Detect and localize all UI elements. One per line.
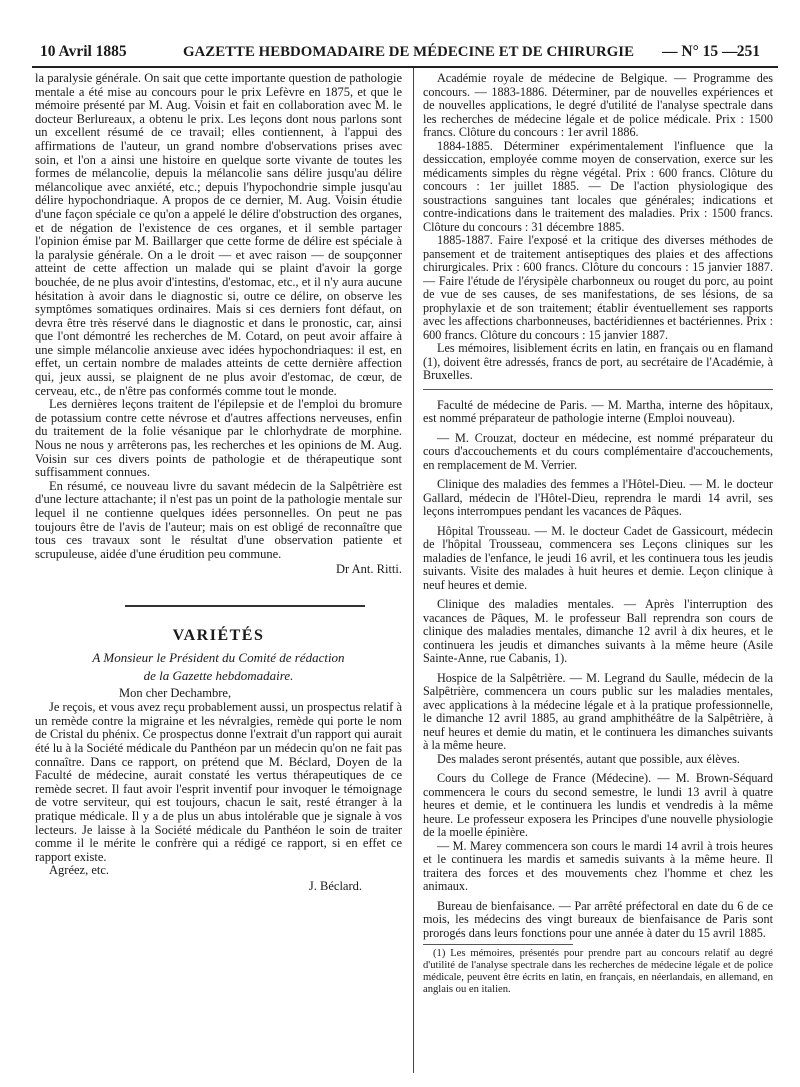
- section-separator: [125, 605, 365, 607]
- news-belgium-1885: 1885-1887. Faire l'exposé et la critique des diverses méthodes de pansement et de traitement antiseptiques des plaies et des affections chirurgicales. Prix : 600 francs. Clôture du concours : 15 janvier 1887. — Faire l'étude de l'érysipèle charbonneux ou rouget du porc, au point de vue de ses causes, de ses manifestations, de ses lésions, de sa prophylaxie et de son traitement; établir éventuellement ses rapports avec les affections charbonneuses, bactéridiennes et bactériennes. Prix : 600 francs. Clôture du concours : 15 janvier 1887.: [423, 233, 773, 342]
- review-paragraph-3: En résumé, ce nouveau livre du savant médecin de la Salpêtrière est d'une lecture attachante; il n'est pas un point de la pathologie mentale sur lequel il ne contienne quelques idées personnelles. On peut ne pas toujours être de l'avis de l'auteur; mais on est obligé de reconnaître que tous ces travaux sont le résultat d'une observation patiente et scrupuleuse, aidée d'une érudition peu commune.: [35, 478, 402, 561]
- letter-body: Je reçois, et vous avez reçu probablement aussi, un prospectus relatif à un remède contre la migraine et les névralgies, remède qui porte le nom de Cristal du phénix. Ce prospectus donne l'extrait d'un rapport qui aurait été lu à la Société médicale du Panthéon par un médecin qu'on ne fait pas connaître. Dans ce rapport, on prétend que M. Béclard, Doyen de la Faculté de médecine, aurait constaté les vertus thérapeutiques de ce remède secret. Il faut avoir l'esprit inventif pour invoquer le témoignage de votre serviteur, qui est toujours, chacun le sait, resté étranger à la pratique médicale. Il y a de plus un abus intolérable que je signale à vos lecteurs. Je laisse à la Société médicale du Panthéon le soin de traiter comme il le mérite le confrère qui a rédigé ce rapport, si en effet ce rapport existe.: [35, 700, 402, 864]
- review-paragraph-2: Les dernières leçons traitent de l'épilepsie et de l'emploi du bromure de potassium contre cette névrose et d'autres affections nerveuses, enfin du traitement de la folie vésanique par le chlorhydrate de morphine. Nous ne nous y arrêterons pas, les recherches et les opinions de M. Aug. Voisin sur ces divers points de pathologie et de thérapeutique sont suffisamment connues.: [35, 397, 402, 480]
- page-number: 251: [736, 43, 760, 60]
- letter-title-line-2: de la Gazette hebdomadaire.: [143, 667, 294, 683]
- issue-date: 10 Avril 1885: [40, 43, 127, 60]
- news-belgium-memoirs: Les mémoires, lisiblement écrits en latin, en français ou en flamand (1), doivent être adressés, francs de port, au secrétaire de l'Académie, à Bruxelles.: [423, 341, 773, 382]
- news-rule: [423, 389, 773, 390]
- footnote: [423, 948, 773, 996]
- news-faculty-paris: Faculté de médecine de Paris. — M. Martha, interne des hôpitaux, est nommé préparateur de pathologie interne (Emploi nouveau).: [423, 397, 773, 425]
- news-bureau-bienfaisance: Bureau de bienfaisance. — Par arrêté préfectoral en date du 6 de ce mois, les médecins des vingt bureaux de bienfaisance de Paris sont prorogés dans leurs fonctions pour une année à dater du 15 avril 1885.: [423, 898, 773, 940]
- review-paragraph-1: la paralysie générale. On sait que cette importante question de pathologie mentale a été mise au concours pour le prix Lefèvre en 1875, et que le mémoire présenté par M. Aug. Voisin et fait en collaboration avec M. le docteur Berlureaux, a obtenu le prix. Les leçons dont nous parlons sont un excellent résumé de ce travail; elles contiennent, à l'appui des affirmations de l'auteur, un grand nombre d'observations prises avec soin, et l'on a ainsi une histoire en quelque sorte vivante de toutes les formes de mélancolie, depuis la mélancolie sans délire jusqu'au délire mélancolique avec anxiété, etc.; depuis l'hypochondrie simple jusqu'au délire hypochondriaque. A propos de ce dernier, M. Aug. Voisin étudie d'une façon spéciale ce qu'on a appelé le délire d'obstruction des organes, et de négation de l'existence de ces organes, et il semble partager l'opinion émise par M. Baillarger que cette forme de délire est spéciale à la paralysie générale. On a le droit — et avec raison — de soupçonner atteint de cette affection un malade qui se plaint d'avoir la gorge bouchée, de ne plus avoir d'intestins, d'estomac, etc., et il n'y aura aucune hésitation à avoir dans le diagnostic si, outre ce délire, on observe les symptômes somatiques ordinaires. Mais si ces derniers font défaut, on devra être très réservé dans le diagnostic et dans le pronostic, car, ainsi que l'ont démontré les recherches de M. Cotard, on peut avoir affaire à une simple mélancolie anxieuse avec idées hypochondriaques: il est, en effet, un certain nombre de malades atteints de cette dernière affection qui, jeux aussi, se plaignent de ne plus avoir d'estomac, de cœur, de cerveau, etc., de n'être pas conformés comme tout le monde.: [35, 72, 402, 398]
- news-clinic-mental: Clinique des maladies mentales. — Après l'interruption des vacances de Pâques, M. le professeur Ball reprendra son cours de clinique des maladies mentales, dimanche 12 avril à dix heures, et le continuera les jeudis et dimanches suivants à la même heure (Asile Sainte-Anne, rue Cabanis, 1).: [423, 597, 773, 665]
- news-crouzat: — M. Crouzat, docteur en médecine, est nommé préparateur du cours d'accouchements et du cours complémentaire d'accouchements, en remplacement de M. Verrier.: [423, 430, 773, 472]
- news-hopital-trousseau: Hôpital Trousseau. — M. le docteur Cadet de Gassicourt, médecin de l'hôpital Trousseau, commencera ses Leçons cliniques sur les maladies de l'enfance, le jeudi 16 avril, et les continuera tous les jeudis suivants. Visite des malades à huit heures et demie. Leçon clinique à neuf heures et demie.: [423, 523, 773, 592]
- news-belgium-1884: 1884-1885. Déterminer expérimentalement l'influence que la dessiccation, employée comme moyen de conservation, exerce sur les médicaments simples du règne végétal. Prix : 600 francs. Clôture du concours : 1er juillet 1885. — De l'action physiologique des soustractions sanguines tant locales que générales; indications et contre-indications dans le traitement des maladies. Prix : 1500 francs. Clôture du concours : 31 décembre 1885.: [423, 138, 773, 234]
- letter-signature: J. Béclard.: [308, 878, 362, 893]
- left-column: [35, 72, 402, 1076]
- footnote-rule: [423, 944, 573, 945]
- header-rule: [32, 66, 778, 68]
- letter-salutation: Mon cher Dechambre,: [119, 685, 232, 700]
- review-signature: Dr Ant. Ritti.: [336, 562, 402, 577]
- footnote-text: (1) Les mémoires, présentés pour prendre part au concours relatif au degré d'utilité de l'analyse spectrale dans les recherches de médecine légale et de police médicale, peuvent être écrits en latin, en français, en néerlandais, en allemand, en anglais ou en italien.: [423, 948, 773, 995]
- letter-title-line-1: A Monsieur le Président du Comité de rédaction: [92, 649, 345, 665]
- right-column: [423, 72, 773, 1076]
- news-college-de-france: Cours du College de France (Médecine). — M. Brown-Séquard commencera le cours du second semestre, le lundi 13 avril à quatre heures et demie, et le continuera les lundis et vendredis à la même heure. Le professeur exposera les Principes d'une nouvelle physiologie de la moelle épinière.: [423, 771, 773, 839]
- news-marey: — M. Marey commencera son cours le mardi 14 avril à trois heures et le continuera les mardis et samedis suivants à la même heure. Il traitera des forces et des mouvements chez l'homme et chez les animaux.: [423, 838, 773, 893]
- news-salpetriere-patients: Des malades seront présentés, autant que possible, aux élèves.: [437, 751, 740, 766]
- issue-number: — N° 15 —: [662, 43, 738, 60]
- letter-closing: Agréez, etc.: [49, 863, 110, 878]
- section-title: VARIÉTÉS: [172, 626, 265, 644]
- page-header: [40, 40, 760, 64]
- column-divider: [413, 68, 414, 1073]
- news-belgium-academy: Académie royale de médecine de Belgique. — Programme des concours. — 1883-1886. Déterminer, par de nouvelles expériences et de nouvelles applications, le degré d'utilité de l'analyse spectrale dans les recherches de médecine légale et de police médicale. Prix : 1500 francs. Clôture du concours : 1er avril 1886.: [423, 72, 773, 139]
- journal-title: GAZETTE HEBDOMADAIRE DE MÉDECINE ET DE CHIRURGIE: [183, 44, 635, 60]
- news-salpetriere: Hospice de la Salpêtrière. — M. Legrand du Saulle, médecin de la Salpêtrière, commencera un cours public sur les maladies mentales, avec applications à la médecine légale et à la pratique professionnelle, le dimanche 12 avril 1885, au grand amphithéâtre de la Salpêtrière, à neuf heures et demie du matin, et le continuera les dimanches suivants à la même heure.: [423, 670, 773, 752]
- news-clinic-women: Clinique des maladies des femmes a l'Hôtel-Dieu. — M. le docteur Gallard, médecin de l'Hôtel-Dieu, reprendra le mardi 14 avril, ses leçons interrompues pendant les vacances de Pâques.: [423, 477, 773, 518]
